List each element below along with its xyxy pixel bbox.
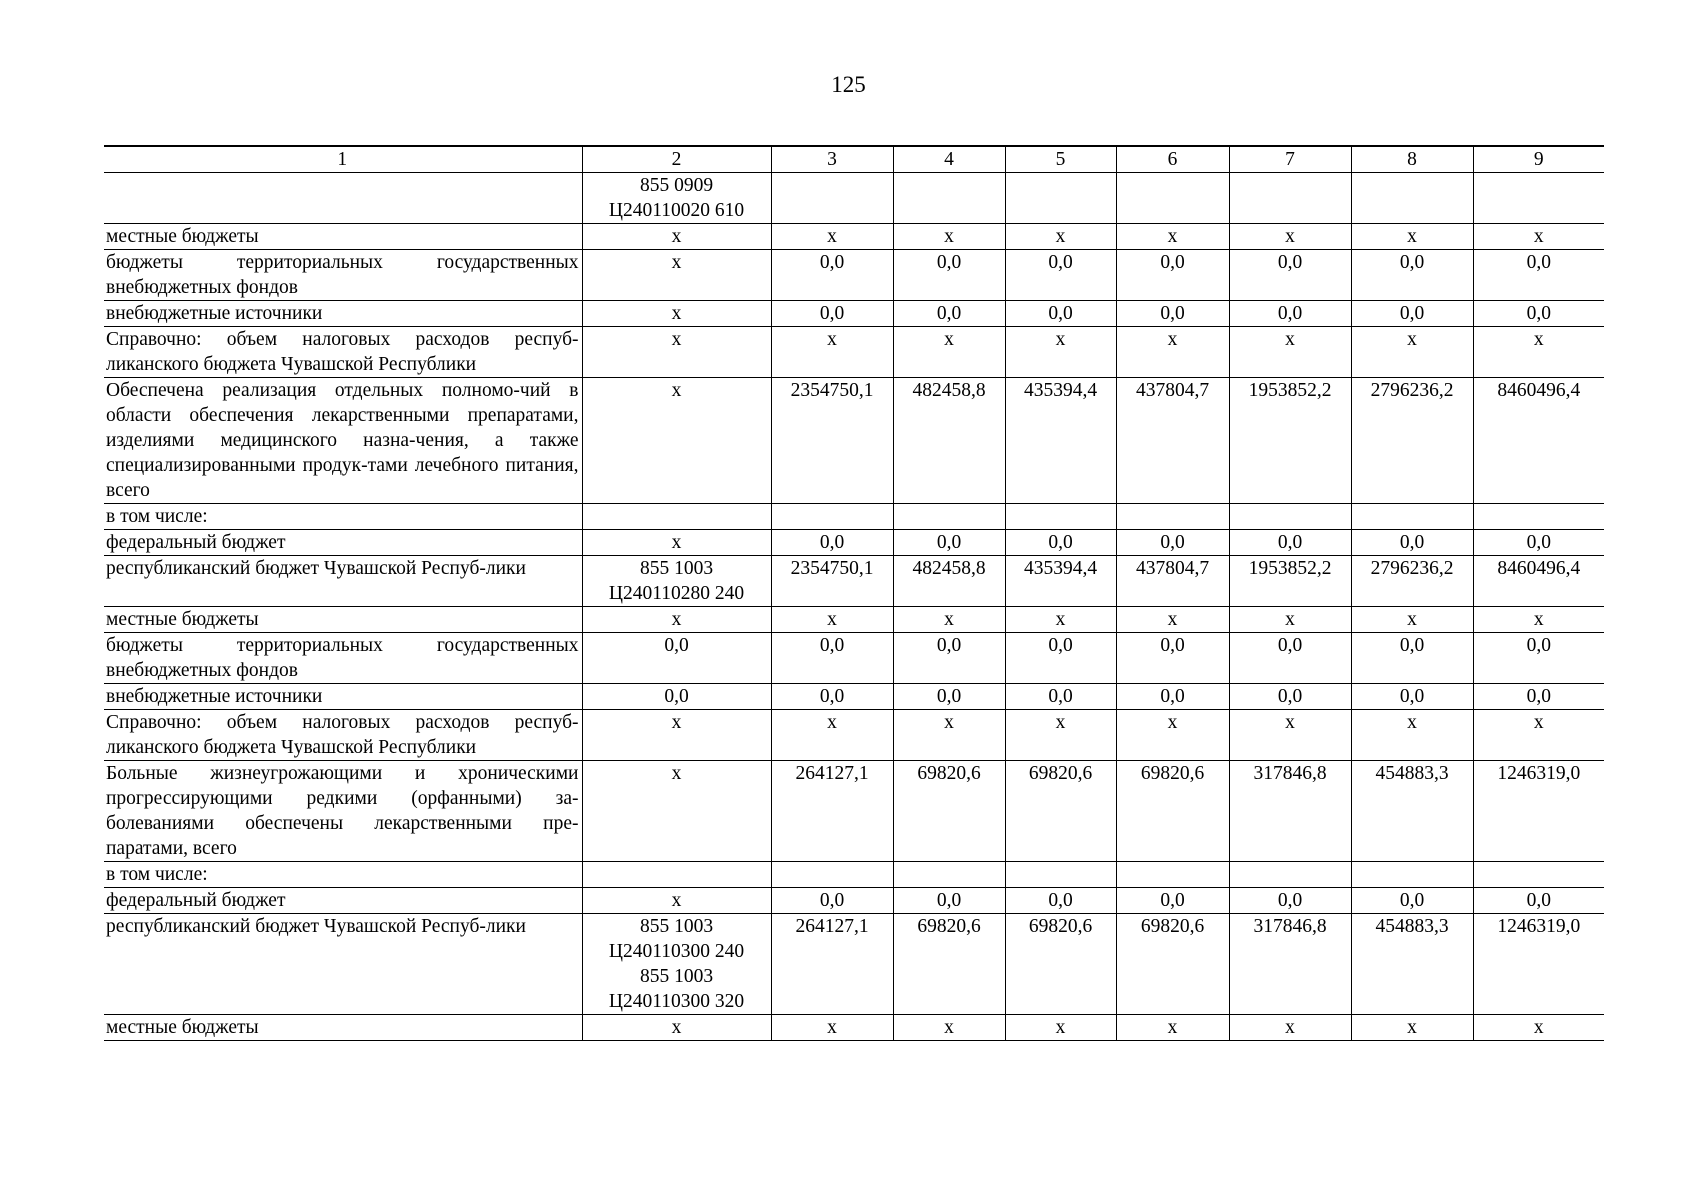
value-cell: 0,0	[1229, 633, 1351, 684]
value-cell: 0,0	[1005, 684, 1116, 710]
row-label: Больные жизнеугрожающими и хроническими прогрессирующими редкими (орфанными) за-болеваниями обеспечены лекарственными пре-паратами, всего	[104, 761, 582, 862]
value-cell: 1953852,2	[1229, 556, 1351, 607]
table-row	[104, 327, 1604, 378]
value-cell	[771, 173, 893, 224]
budget-code-cell	[582, 1015, 771, 1041]
value-cell: х	[1473, 224, 1604, 250]
value-cell: х	[1473, 607, 1604, 633]
value-cell: 0,0	[1005, 301, 1116, 327]
value-cell: 2796236,2	[1351, 378, 1473, 504]
value-cell: х	[1116, 224, 1229, 250]
value-cell	[1351, 504, 1473, 530]
column-header: 1	[104, 146, 582, 173]
value-cell: 0,0	[1116, 530, 1229, 556]
value-cell	[1473, 504, 1604, 530]
table-row	[104, 607, 1604, 633]
value-cell: 435394,4	[1005, 556, 1116, 607]
row-label: федеральный бюджет	[104, 530, 582, 556]
value-cell: 69820,6	[893, 761, 1005, 862]
row-label: Справочно: объем налоговых расходов респуб-ликанского бюджета Чувашской Республики	[104, 327, 582, 378]
budget-code-cell	[582, 607, 771, 633]
row-label: внебюджетные источники	[104, 684, 582, 710]
column-header: 2	[582, 146, 771, 173]
budget-code-line: 855 1003	[639, 966, 714, 987]
row-label	[104, 173, 582, 224]
value-cell: х	[771, 327, 893, 378]
value-cell: 0,0	[1473, 888, 1604, 914]
value-cell	[893, 862, 1005, 888]
budget-code-line: х	[671, 226, 682, 247]
value-cell: 0,0	[1473, 530, 1604, 556]
value-cell: х	[1351, 327, 1473, 378]
value-cell: 482458,8	[893, 556, 1005, 607]
value-cell: х	[1351, 710, 1473, 761]
budget-code-cell	[582, 173, 771, 224]
table-row	[104, 1015, 1604, 1041]
value-cell: 0,0	[893, 888, 1005, 914]
value-cell: 1953852,2	[1229, 378, 1351, 504]
row-label: местные бюджеты	[104, 224, 582, 250]
value-cell: х	[1116, 710, 1229, 761]
column-header: 5	[1005, 146, 1116, 173]
value-cell: 8460496,4	[1473, 556, 1604, 607]
table-row	[104, 888, 1604, 914]
table-row	[104, 684, 1604, 710]
value-cell: 0,0	[1116, 301, 1229, 327]
value-cell	[1229, 862, 1351, 888]
value-cell: х	[1116, 607, 1229, 633]
value-cell: х	[771, 607, 893, 633]
budget-code-cell	[582, 761, 771, 862]
value-cell: х	[1005, 710, 1116, 761]
value-cell: 0,0	[1351, 301, 1473, 327]
value-cell: 0,0	[1005, 633, 1116, 684]
value-cell: 0,0	[771, 888, 893, 914]
table-row	[104, 710, 1604, 761]
value-cell: х	[1116, 1015, 1229, 1041]
value-cell: 0,0	[1229, 684, 1351, 710]
value-cell: х	[771, 224, 893, 250]
table-row	[104, 378, 1604, 504]
value-cell: 0,0	[893, 684, 1005, 710]
budget-code-cell	[582, 914, 771, 1015]
table-row	[104, 504, 1604, 530]
table-row	[104, 224, 1604, 250]
budget-table	[104, 145, 1604, 1041]
value-cell	[1229, 504, 1351, 530]
budget-code-cell	[582, 888, 771, 914]
column-header: 4	[893, 146, 1005, 173]
value-cell: х	[771, 1015, 893, 1041]
value-cell: 69820,6	[1116, 761, 1229, 862]
value-cell: 0,0	[1229, 301, 1351, 327]
value-cell: 0,0	[1005, 250, 1116, 301]
value-cell: 69820,6	[893, 914, 1005, 1015]
row-label: местные бюджеты	[104, 607, 582, 633]
value-cell: х	[1473, 327, 1604, 378]
value-cell	[1351, 862, 1473, 888]
value-cell: 0,0	[1473, 684, 1604, 710]
budget-code-line: 0,0	[664, 635, 689, 656]
budget-code-line: х	[671, 1017, 682, 1038]
budget-code-cell	[582, 250, 771, 301]
value-cell	[1116, 173, 1229, 224]
budget-code-line: Ц240110280 240	[608, 583, 745, 604]
value-cell: 454883,3	[1351, 761, 1473, 862]
budget-code-line: х	[671, 763, 682, 784]
value-cell: 2354750,1	[771, 556, 893, 607]
column-header: 9	[1473, 146, 1604, 173]
budget-code-cell	[582, 504, 771, 530]
value-cell: 0,0	[1473, 633, 1604, 684]
value-cell	[1229, 173, 1351, 224]
budget-code-cell	[582, 301, 771, 327]
value-cell: х	[1005, 1015, 1116, 1041]
value-cell: х	[1005, 224, 1116, 250]
budget-code-cell	[582, 710, 771, 761]
value-cell: х	[1473, 710, 1604, 761]
budget-code-line: Ц240110020 610	[608, 200, 745, 221]
budget-code-cell	[582, 378, 771, 504]
value-cell: х	[771, 710, 893, 761]
row-label: Справочно: объем налоговых расходов респуб-ликанского бюджета Чувашской Республики	[104, 710, 582, 761]
column-header: 3	[771, 146, 893, 173]
value-cell: х	[1229, 1015, 1351, 1041]
value-cell: 264127,1	[771, 761, 893, 862]
budget-code-cell	[582, 633, 771, 684]
value-cell: 0,0	[1473, 250, 1604, 301]
value-cell: 0,0	[1229, 250, 1351, 301]
value-cell: 0,0	[893, 250, 1005, 301]
table-row	[104, 556, 1604, 607]
value-cell: х	[1351, 224, 1473, 250]
value-cell	[893, 504, 1005, 530]
value-cell: х	[1005, 607, 1116, 633]
value-cell: 0,0	[1351, 684, 1473, 710]
value-cell: 0,0	[1005, 888, 1116, 914]
value-cell: 0,0	[1351, 250, 1473, 301]
budget-code-cell	[582, 224, 771, 250]
table-row	[104, 761, 1604, 862]
value-cell: 0,0	[1351, 633, 1473, 684]
value-cell: 0,0	[1351, 530, 1473, 556]
budget-code-line: х	[671, 380, 682, 401]
column-header: 8	[1351, 146, 1473, 173]
value-cell: 0,0	[1005, 530, 1116, 556]
table-row	[104, 633, 1604, 684]
value-cell: х	[1351, 607, 1473, 633]
value-cell: х	[1229, 710, 1351, 761]
budget-code-cell	[582, 530, 771, 556]
column-header: 6	[1116, 146, 1229, 173]
budget-code-line: Ц240110300 240	[608, 941, 745, 962]
value-cell	[893, 173, 1005, 224]
value-cell: 2354750,1	[771, 378, 893, 504]
value-cell	[1116, 504, 1229, 530]
value-cell	[1116, 862, 1229, 888]
value-cell	[1351, 173, 1473, 224]
row-label: местные бюджеты	[104, 1015, 582, 1041]
value-cell: 482458,8	[893, 378, 1005, 504]
table-row	[104, 301, 1604, 327]
budget-code-line: 855 0909	[639, 175, 714, 196]
value-cell: 0,0	[771, 633, 893, 684]
table-row	[104, 862, 1604, 888]
budget-code-cell	[582, 862, 771, 888]
value-cell: 317846,8	[1229, 914, 1351, 1015]
value-cell: 8460496,4	[1473, 378, 1604, 504]
value-cell: 264127,1	[771, 914, 893, 1015]
value-cell	[1473, 173, 1604, 224]
value-cell: х	[1229, 607, 1351, 633]
budget-code-line: х	[671, 609, 682, 630]
value-cell: 435394,4	[1005, 378, 1116, 504]
budget-code-cell	[582, 556, 771, 607]
budget-code-line: х	[671, 303, 682, 324]
budget-code-line: 855 1003	[639, 558, 714, 579]
value-cell	[1005, 173, 1116, 224]
value-cell	[1005, 504, 1116, 530]
value-cell	[771, 504, 893, 530]
value-cell: х	[1473, 1015, 1604, 1041]
value-cell: х	[1116, 327, 1229, 378]
value-cell: 0,0	[771, 684, 893, 710]
row-label: Обеспечена реализация отдельных полномо-чий в области обеспечения лекарственными препаратами, изделиями медицинского назна-чения, а также специализированными продук-тами лечебного питания, всего	[104, 378, 582, 504]
row-label: бюджеты территориальных государственных внебюджетных фондов	[104, 633, 582, 684]
page-number: 125	[831, 72, 866, 97]
table-header-row	[104, 146, 1604, 173]
value-cell: 0,0	[893, 301, 1005, 327]
value-cell: 0,0	[1116, 684, 1229, 710]
value-cell: 69820,6	[1116, 914, 1229, 1015]
column-header: 7	[1229, 146, 1351, 173]
row-label: бюджеты территориальных государственных внебюджетных фондов	[104, 250, 582, 301]
budget-code-line: 855 1003	[639, 916, 714, 937]
value-cell: х	[893, 710, 1005, 761]
value-cell: 317846,8	[1229, 761, 1351, 862]
value-cell: 0,0	[1229, 888, 1351, 914]
value-cell: 0,0	[1229, 530, 1351, 556]
value-cell: х	[893, 224, 1005, 250]
row-label: в том числе:	[104, 862, 582, 888]
row-label: внебюджетные источники	[104, 301, 582, 327]
value-cell: 0,0	[893, 530, 1005, 556]
value-cell: 437804,7	[1116, 556, 1229, 607]
value-cell: х	[1229, 224, 1351, 250]
value-cell: х	[893, 1015, 1005, 1041]
row-label: республиканский бюджет Чувашской Респуб-лики	[104, 914, 582, 1015]
table-body	[104, 146, 1604, 1041]
budget-code-cell	[582, 327, 771, 378]
table-row	[104, 914, 1604, 1015]
value-cell	[1473, 862, 1604, 888]
value-cell: 0,0	[771, 301, 893, 327]
budget-code-cell	[582, 684, 771, 710]
value-cell	[771, 862, 893, 888]
value-cell: х	[1005, 327, 1116, 378]
table-row	[104, 250, 1604, 301]
value-cell: 0,0	[1351, 888, 1473, 914]
budget-code-line: х	[671, 329, 682, 350]
row-label: в том числе:	[104, 504, 582, 530]
budget-code-line: 0,0	[664, 686, 689, 707]
value-cell: 0,0	[771, 250, 893, 301]
budget-code-line: х	[671, 532, 682, 553]
value-cell: 0,0	[1116, 888, 1229, 914]
value-cell: х	[893, 607, 1005, 633]
budget-code-line: Ц240110300 320	[608, 991, 745, 1012]
value-cell: 437804,7	[1116, 378, 1229, 504]
table-row	[104, 530, 1604, 556]
row-label: республиканский бюджет Чувашской Респуб-лики	[104, 556, 582, 607]
value-cell: 0,0	[1116, 250, 1229, 301]
value-cell: 69820,6	[1005, 914, 1116, 1015]
row-label: федеральный бюджет	[104, 888, 582, 914]
value-cell: 1246319,0	[1473, 761, 1604, 862]
value-cell: 0,0	[1116, 633, 1229, 684]
value-cell: 2796236,2	[1351, 556, 1473, 607]
value-cell: 0,0	[893, 633, 1005, 684]
budget-code-line: х	[671, 252, 682, 273]
budget-code-line: х	[671, 890, 682, 911]
value-cell: х	[1351, 1015, 1473, 1041]
value-cell: 69820,6	[1005, 761, 1116, 862]
value-cell: 454883,3	[1351, 914, 1473, 1015]
budget-code-line: х	[671, 712, 682, 733]
value-cell: х	[1229, 327, 1351, 378]
value-cell: 1246319,0	[1473, 914, 1604, 1015]
value-cell: х	[893, 327, 1005, 378]
value-cell: 0,0	[1473, 301, 1604, 327]
value-cell	[1005, 862, 1116, 888]
table-row	[104, 173, 1604, 224]
value-cell: 0,0	[771, 530, 893, 556]
